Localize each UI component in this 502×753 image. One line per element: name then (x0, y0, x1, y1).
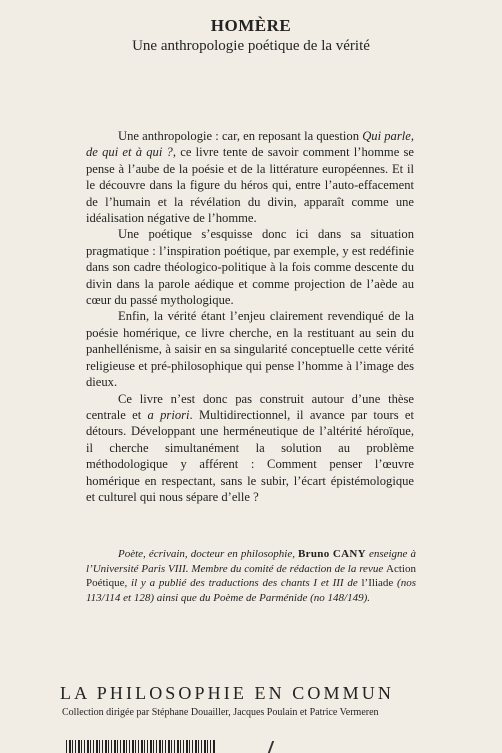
publisher-logo (268, 741, 284, 753)
author-bio: Poète, écrivain, docteur en philosophie, Bruno CANY enseigne à l’Université Paris VIII. Membre du comité de rédaction de la revue Action Poétique, il y a publié des traductions des chants I et III de l’Iliade (nos 113/114 et 128) ainsi que du Poème de Parménide (no 148/149). (86, 548, 416, 604)
back-cover-text (86, 128, 414, 505)
barcode (66, 740, 216, 753)
author-name: Bruno CANY (298, 548, 366, 560)
paragraph-3: Enfin, la vérité étant l’enjeu clairement revendiqué de la poésie homérique, ce livre cherche, en la restituant au sein du panhellénisme, à saisir en sa singularité conceptuelle cette vérité religieuse et pré-philosophique qui pense l’homme à l’image des dieux. (86, 309, 414, 390)
paragraph-4: Ce livre n’est donc pas construit autour d’une thèse centrale et a priori. Multidirectionnel, il avance par tours et détours. Développant une herméneutique de l’altérité héroïque, il cherche simultanément la solution au problème méthodologique y afférent : Comment penser l’œuvre homérique en respectant, sans le subir, l’écart épistémologique et culturel qui nous sépare d’elle ? (86, 391, 415, 504)
book-subtitle: Une anthropologie poétique de la vérité (132, 38, 370, 54)
paragraph-1: Une anthropologie : car, en reposant la question Qui parle, de qui et à qui ?, ce livre tente de savoir comment l’homme se pense à l’aube de la poésie et de la littérature européennes. Et il le découvre dans la figure du héros qui, entre l’auto-effacement de l’humain et la révélation du divin, apparaît comme une idéalisation négative de l’homme. (86, 129, 414, 226)
series-editors: Collection dirigée par Stéphane Douailler, Jacques Poulain et Patrice Vermeren (62, 707, 379, 718)
iliad-title: l’Iliade (361, 577, 394, 590)
series-name: LA PHILOSOPHIE EN COMMUN (60, 683, 394, 703)
journal-name: Action Poétique (86, 562, 416, 590)
question-text: Qui parle, de qui et à qui ? (86, 129, 414, 160)
a-priori-text: a priori (147, 407, 190, 422)
book-title: HOMÈRE (210, 16, 292, 35)
paragraph-2: Une poétique s’esquisse donc ici dans sa situation pragmatique : l’inspiration poétique, par exemple, y est redéfinie dans son cadre théologico-politique à la fois comme descente du divin dans la parole aédique et comme projection de l’aède au cœur du passé mythologique. (86, 227, 414, 308)
